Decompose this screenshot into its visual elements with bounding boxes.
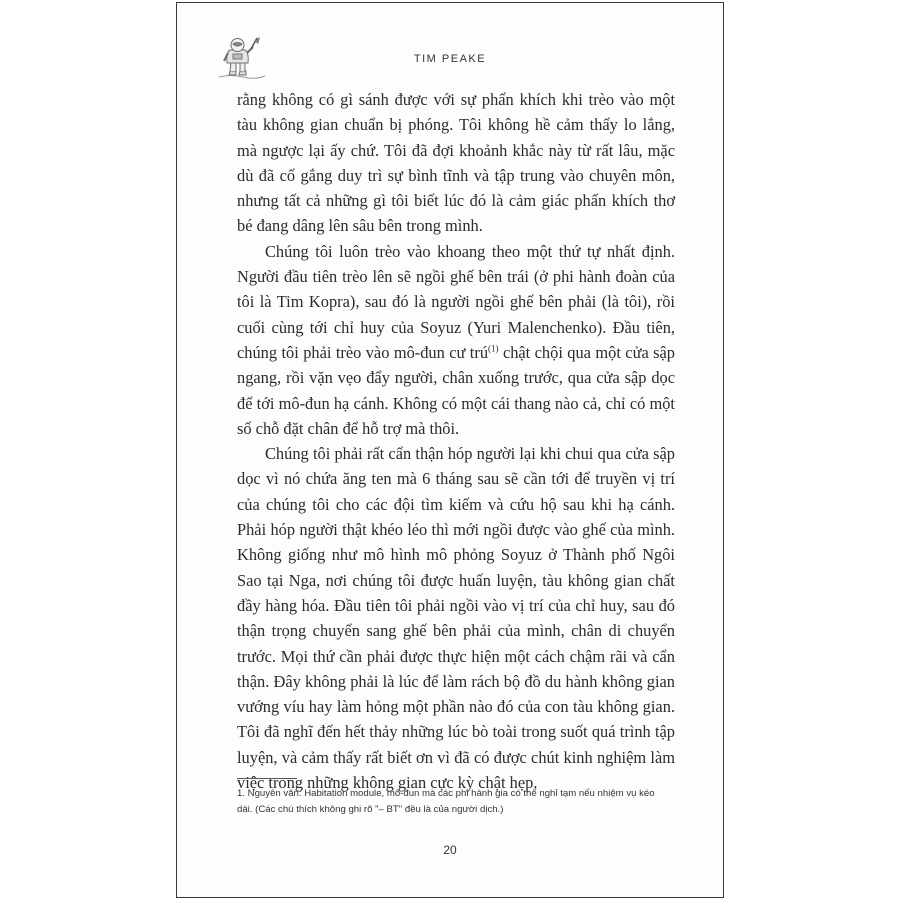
footnote-marker: (1) bbox=[488, 343, 499, 354]
paragraph-2 bbox=[237, 239, 675, 441]
book-page bbox=[176, 2, 724, 898]
paragraph-3: Chúng tôi phải rất cẩn thận hóp người lại khi chui qua cửa sập dọc vì nó chứa ăng ten mà 6 tháng sau sẽ cần tới để truyền vị trí của chúng tôi cho các đội tìm kiếm và cứu hộ sau khi hạ cánh. Phải hóp người thật khéo léo thì mới ngồi được vào ghế của mình. Không giống như mô hình mô phỏng Soyuz ở Thành phố Ngôi Sao tại Nga, nơi chúng tôi được huấn luyện, tàu không gian chất đầy hàng hóa. Đầu tiên tôi phải ngồi vào vị trí của chỉ huy, sau đó thận trọng chuyển sang ghế bên phải của mình, chân di chuyển trước. Mọi thứ cần phải được thực hiện một cách chậm rãi và cẩn thận. Đây không phải là lúc để làm rách bộ đồ du hành không gian vướng víu hay làm hỏng một phần nào đó của con tàu không gian. Tôi đã nghĩ đến hết thảy những lúc bò toài trong suốt quá trình tập luyện, và cảm thấy rất biết ơn vì đã có được chút kinh nghiệm làm việc trong những không gian cực kỳ chật hẹp. bbox=[237, 444, 675, 793]
paragraph-2-text: Chúng tôi luôn trèo vào khoang theo một thứ tự nhất định. Người đầu tiên trèo lên sẽ ngồi ghế bên trái (ở phi hành đoàn của tôi là Tim Kopra), sau đó là người ngồi ghế bên phải (là tôi), rồi cuối cùng tới chỉ huy của Soyuz (Yuri Malenchenko). Đầu tiên, chúng tôi phải trèo vào mô-đun cư trú bbox=[237, 241, 675, 362]
body-text bbox=[237, 87, 675, 795]
footnote: 1. Nguyên văn: Habitation module, mô-đun mà các phi hành gia có thể nghỉ tạm nếu nhiệm vụ kéo dài. (Các chú thích không ghi rõ "– BT" đều là của người dịch.) bbox=[237, 788, 655, 815]
running-header: TIM PEAKE bbox=[413, 53, 487, 65]
paragraph-2-continuation: chật chội qua một cửa sập ngang, rồi vặn vẹo đẩy người, chân xuống trước, qua cửa sập dọc để tới mô-đun hạ cánh. Không có một cái thang nào cả, chỉ có một số chỗ đặt chân để hỗ trợ mà thôi. bbox=[237, 342, 675, 438]
page-number: 20 bbox=[443, 843, 457, 857]
paragraph-1: rằng không có gì sánh được với sự phấn khích khi trèo vào một tàu không gian chuẩn bị phóng. Tôi không hề cảm thấy lo lắng, mà ngược lại ấy chứ. Tôi đã đợi khoảnh khắc này từ rất lâu, mặc dù đã cố gắng duy trì sự bình tĩnh và tập trung vào chuyên môn, nhưng tất cả những gì tôi biết lúc đó là cảm giác phấn khích thơ bé đang dâng lên sâu bên trong mình. bbox=[237, 90, 675, 236]
footnote-divider bbox=[237, 778, 297, 779]
